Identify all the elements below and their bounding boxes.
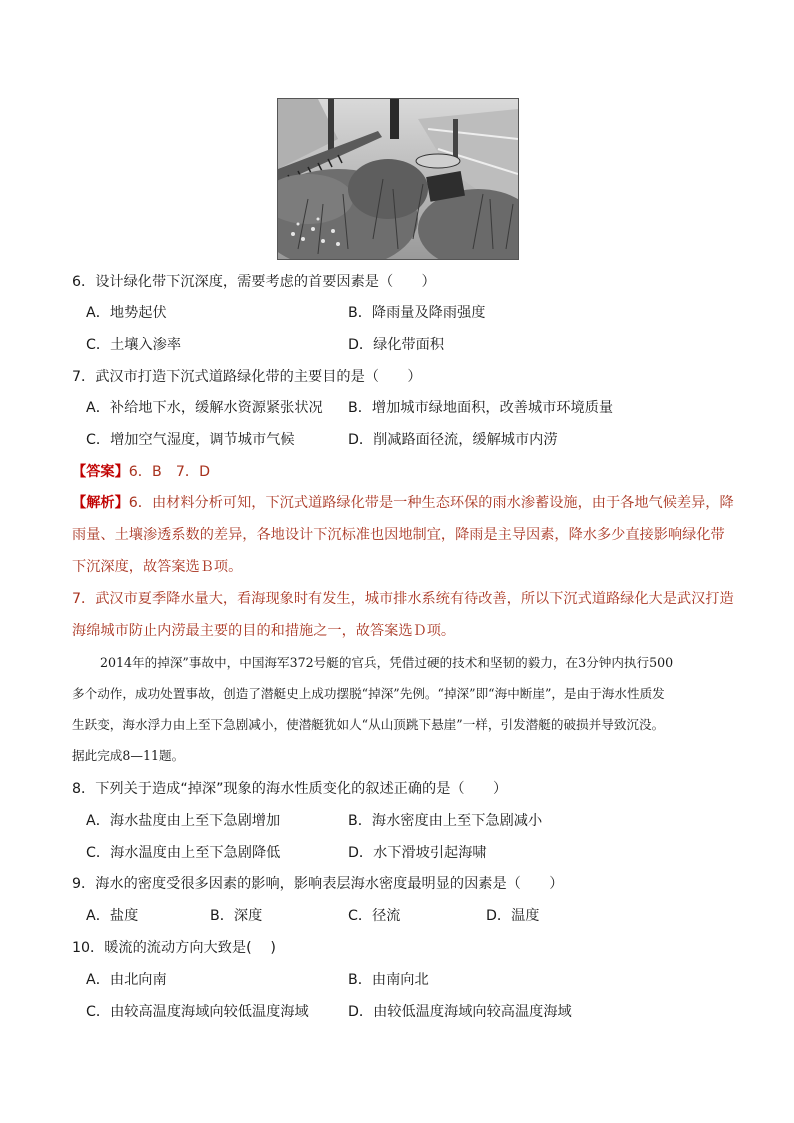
question-7-stem: 7．武汉市打造下沉式道路绿化带的主要目的是（ ） bbox=[72, 369, 422, 385]
q7-option-d: D．削减路面径流，缓解城市内涝 bbox=[348, 432, 558, 448]
analysis-line-4: 7．武汉市夏季降水量大，看海现象时有发生，城市排水系统有待改善，所以下沉式道路绿化大是武汉打造 bbox=[72, 591, 734, 607]
green-belt-photo bbox=[277, 98, 519, 260]
q6-option-a: A．地势起伏 bbox=[86, 305, 167, 321]
analysis-line-1 bbox=[72, 493, 734, 513]
q8-option-d: D．水下滑坡引起海啸 bbox=[348, 845, 487, 861]
q7-option-c: C．增加空气湿度，调节城市气候 bbox=[86, 432, 295, 448]
question-10-stem: 10．暖流的流动方向大致是( ) bbox=[72, 940, 276, 956]
passage-line-4: 据此完成8—11题。 bbox=[72, 748, 185, 763]
answer-line bbox=[72, 462, 210, 482]
passage-line-3: 生跃变，海水浮力由上至下急剧减小，使潜艇犹如人“从山顶跳下悬崖”一样，引发潜艇的破损并导致沉没。 bbox=[72, 717, 665, 732]
q6-option-c: C．土壤入渗率 bbox=[86, 337, 182, 353]
question-6-stem: 6．设计绿化带下沉深度，需要考虑的首要因素是（ ） bbox=[72, 274, 436, 290]
q7-option-a: A．补给地下水，缓解水资源紧张状况 bbox=[86, 400, 323, 416]
q8-option-a: A．海水盐度由上至下急剧增加 bbox=[86, 813, 281, 829]
q6-option-d: D．绿化带面积 bbox=[348, 337, 445, 353]
answer-text: 6．B 7．D bbox=[128, 464, 211, 480]
passage-line-2: 多个动作，成功处置事故，创造了潜艇史上成功摆脱“掉深”先例。“掉深”即“海中断崖”，是由于海水性质发 bbox=[72, 686, 665, 701]
q8-option-b: B．海水密度由上至下急剧减小 bbox=[348, 813, 543, 829]
q7-option-b: B．增加城市绿地面积，改善城市环境质量 bbox=[348, 400, 614, 416]
q9-option-a: A．盐度 bbox=[86, 908, 139, 924]
q10-option-c: C．由较高温度海域向较低温度海域 bbox=[86, 1004, 309, 1020]
q10-option-d: D．由较低温度海域向较高温度海域 bbox=[348, 1004, 572, 1020]
passage-line-1: 2014年的掉深”事故中，中国海军372号艇的官兵，凭借过硬的技术和坚韧的毅力，在3分钟内执行500 bbox=[100, 655, 674, 670]
question-8-stem: 8．下列关于造成“掉深”现象的海水性质变化的叙述正确的是（ ） bbox=[72, 781, 508, 797]
analysis-line-3: 下沉深度，故答案选Ｂ项。 bbox=[72, 559, 243, 575]
q9-option-d: D．温度 bbox=[486, 908, 540, 924]
q9-option-c: C．径流 bbox=[348, 908, 401, 924]
q9-option-b: B．深度 bbox=[210, 908, 263, 924]
q10-option-a: A．由北向南 bbox=[86, 972, 167, 988]
analysis-line-5: 海绵城市防止内涝最主要的目的和措施之一，故答案选Ｄ项。 bbox=[72, 623, 456, 639]
q6-option-b: B．降雨量及降雨强度 bbox=[348, 305, 486, 321]
q8-option-c: C．海水温度由上至下急剧降低 bbox=[86, 845, 281, 861]
analysis-text-1: 6．由材料分析可知，下沉式道路绿化带是一种生态环保的雨水渗蓄设施，由于各地气候差异，降 bbox=[128, 495, 734, 511]
answer-tag: 【答案】 bbox=[72, 464, 129, 480]
analysis-line-2: 雨量、土壤渗透系数的差异，各地设计下沉标准也因地制宜，降雨是主导因素，降水多少直接影响绿化带 bbox=[72, 527, 725, 543]
question-9-stem: 9．海水的密度受很多因素的影响，影响表层海水密度最明显的因素是（ ） bbox=[72, 876, 564, 892]
green-belt-photo-drawing bbox=[278, 99, 518, 259]
analysis-tag: 【解析】 bbox=[72, 495, 129, 511]
q10-option-b: B．由南向北 bbox=[348, 972, 429, 988]
